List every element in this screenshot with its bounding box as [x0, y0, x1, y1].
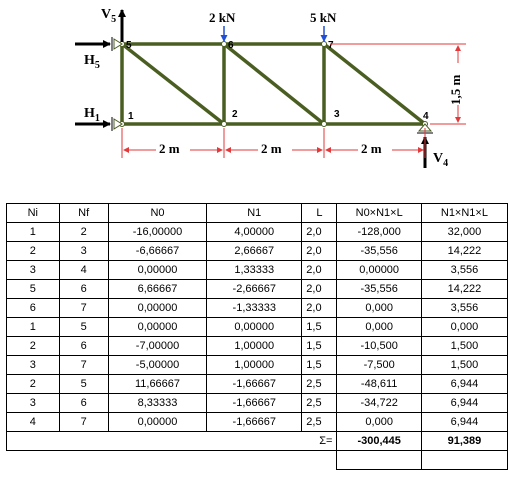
reaction-v4-label: $V_4$ — [433, 151, 449, 169]
load-label-node-7: 5 kN — [310, 10, 337, 25]
table-row — [7, 375, 508, 394]
cell-n0n1l: -35,556 — [337, 280, 421, 299]
cell-ni: 2 — [7, 337, 60, 356]
cell-l: 2,0 — [302, 242, 337, 261]
table-row — [7, 394, 508, 413]
cell-l: 2,0 — [302, 261, 337, 280]
empty-row — [7, 451, 508, 470]
cell-n1n1l: 14,222 — [421, 242, 507, 261]
cell-l: 2,5 — [302, 394, 337, 413]
cell-n0n1l: 0,00000 — [337, 261, 421, 280]
sum-n0n1l: -300,445 — [337, 432, 421, 451]
dimension-height: 1,5 m — [448, 74, 463, 105]
dimension-span-2: 2 m — [261, 141, 282, 156]
reaction-h1-label: $H_1$ — [84, 106, 100, 124]
cell-n1n1l: 32,000 — [421, 223, 507, 242]
table-row — [7, 261, 508, 280]
cell-n0: -7,00000 — [108, 337, 206, 356]
cell-n0: -16,00000 — [108, 223, 206, 242]
cell-n1: 1,00000 — [207, 356, 302, 375]
cell-nf: 6 — [59, 280, 108, 299]
cell-n0n1l: -10,500 — [337, 337, 421, 356]
node-label-4: 4 — [423, 111, 429, 122]
cell-n0n1l: -34,722 — [337, 394, 421, 413]
cell-n1: 2,66667 — [207, 242, 302, 261]
sum-n1n1l: 91,389 — [421, 432, 507, 451]
node-label-2: 2 — [232, 109, 238, 120]
truss-diagram — [0, 0, 508, 200]
cell-nf: 7 — [59, 299, 108, 318]
table-row — [7, 242, 508, 261]
cell-n1: -2,66667 — [207, 280, 302, 299]
cell-n0n1l: 0,000 — [337, 413, 421, 432]
cell-n0n1l: -7,500 — [337, 356, 421, 375]
cell-l: 2,5 — [302, 375, 337, 394]
cell-ni: 3 — [7, 261, 60, 280]
node-label-1: 1 — [128, 111, 134, 122]
cell-n1n1l: 6,944 — [421, 413, 507, 432]
cell-nf: 6 — [59, 394, 108, 413]
cell-ni: 4 — [7, 413, 60, 432]
empty-cell — [421, 451, 507, 470]
cell-nf: 7 — [59, 413, 108, 432]
header-l: L — [302, 204, 337, 223]
cell-n0: 0,00000 — [108, 299, 206, 318]
cell-n0: -5,00000 — [108, 356, 206, 375]
sum-label: Σ= — [7, 432, 337, 451]
cell-nf: 5 — [59, 318, 108, 337]
cell-l: 1,5 — [302, 337, 337, 356]
cell-n1: -1,33333 — [207, 299, 302, 318]
member-2-5 — [122, 44, 224, 124]
dimension-span-1: 2 m — [159, 141, 180, 156]
cell-nf: 3 — [59, 242, 108, 261]
cell-ni: 6 — [7, 299, 60, 318]
cell-n1n1l: 1,500 — [421, 356, 507, 375]
table-header-row — [7, 204, 508, 223]
table-row — [7, 337, 508, 356]
table-row — [7, 413, 508, 432]
cell-nf: 6 — [59, 337, 108, 356]
cell-n1n1l: 0,000 — [421, 318, 507, 337]
cell-ni: 1 — [7, 223, 60, 242]
cell-n0: 6,66667 — [108, 280, 206, 299]
cell-l: 2,0 — [302, 299, 337, 318]
cell-n0n1l: -48,611 — [337, 375, 421, 394]
cell-n0: 0,00000 — [108, 261, 206, 280]
cell-n1: 1,00000 — [207, 337, 302, 356]
dimension-span-3: 2 m — [361, 141, 382, 156]
cell-n0: 8,33333 — [108, 394, 206, 413]
member-3-6 — [224, 44, 324, 124]
cell-n1: 4,00000 — [207, 223, 302, 242]
cell-n1: 1,33333 — [207, 261, 302, 280]
truss-members — [122, 44, 425, 124]
table-row — [7, 223, 508, 242]
load-label-node-6: 2 kN — [209, 10, 236, 25]
cell-ni: 5 — [7, 280, 60, 299]
cell-n0: 0,00000 — [108, 413, 206, 432]
cell-n1n1l: 3,556 — [421, 299, 507, 318]
header-ni: Ni — [7, 204, 60, 223]
cell-l: 2,0 — [302, 280, 337, 299]
empty-cell — [7, 451, 337, 470]
header-n0n1l: N0×N1×L — [337, 204, 421, 223]
cell-n1n1l: 14,222 — [421, 280, 507, 299]
cell-n1n1l: 6,944 — [421, 375, 507, 394]
cell-n0n1l: 0,000 — [337, 299, 421, 318]
cell-n0n1l: 0,000 — [337, 318, 421, 337]
reaction-h5-label: $H_5$ — [84, 53, 100, 71]
cell-ni: 2 — [7, 242, 60, 261]
cell-l: 2,5 — [302, 413, 337, 432]
node-label-3: 3 — [334, 109, 340, 120]
cell-n1n1l: 3,556 — [421, 261, 507, 280]
cell-l: 2,0 — [302, 223, 337, 242]
header-nf: Nf — [59, 204, 108, 223]
cell-n1: -1,66667 — [207, 394, 302, 413]
node-label-6: 6 — [228, 40, 234, 51]
cell-ni: 3 — [7, 356, 60, 375]
empty-cell — [337, 451, 421, 470]
cell-nf: 2 — [59, 223, 108, 242]
cell-ni: 3 — [7, 394, 60, 413]
cell-n1n1l: 6,944 — [421, 394, 507, 413]
cell-n1n1l: 1,500 — [421, 337, 507, 356]
cell-n0: -6,66667 — [108, 242, 206, 261]
cell-n0n1l: -128,000 — [337, 223, 421, 242]
table-row — [7, 356, 508, 375]
node-label-7: 7 — [328, 40, 334, 51]
cell-nf: 4 — [59, 261, 108, 280]
cell-n1: -1,66667 — [207, 413, 302, 432]
cell-l: 1,5 — [302, 318, 337, 337]
node-label-5: 5 — [126, 40, 132, 51]
cell-n1: 0,00000 — [207, 318, 302, 337]
cell-ni: 1 — [7, 318, 60, 337]
cell-ni: 2 — [7, 375, 60, 394]
cell-n0n1l: -35,556 — [337, 242, 421, 261]
header-n0: N0 — [108, 204, 206, 223]
results-table — [6, 203, 508, 470]
cell-n1: -1,66667 — [207, 375, 302, 394]
cell-n0: 0,00000 — [108, 318, 206, 337]
cell-nf: 7 — [59, 356, 108, 375]
cell-n0: 11,66667 — [108, 375, 206, 394]
sum-row — [7, 432, 508, 451]
table-row — [7, 318, 508, 337]
cell-nf: 5 — [59, 375, 108, 394]
cell-l: 1,5 — [302, 356, 337, 375]
header-n1: N1 — [207, 204, 302, 223]
reaction-v5-label: $V_5$ — [101, 7, 117, 25]
table-row — [7, 280, 508, 299]
header-n1n1l: N1×N1×L — [421, 204, 507, 223]
table-row — [7, 299, 508, 318]
